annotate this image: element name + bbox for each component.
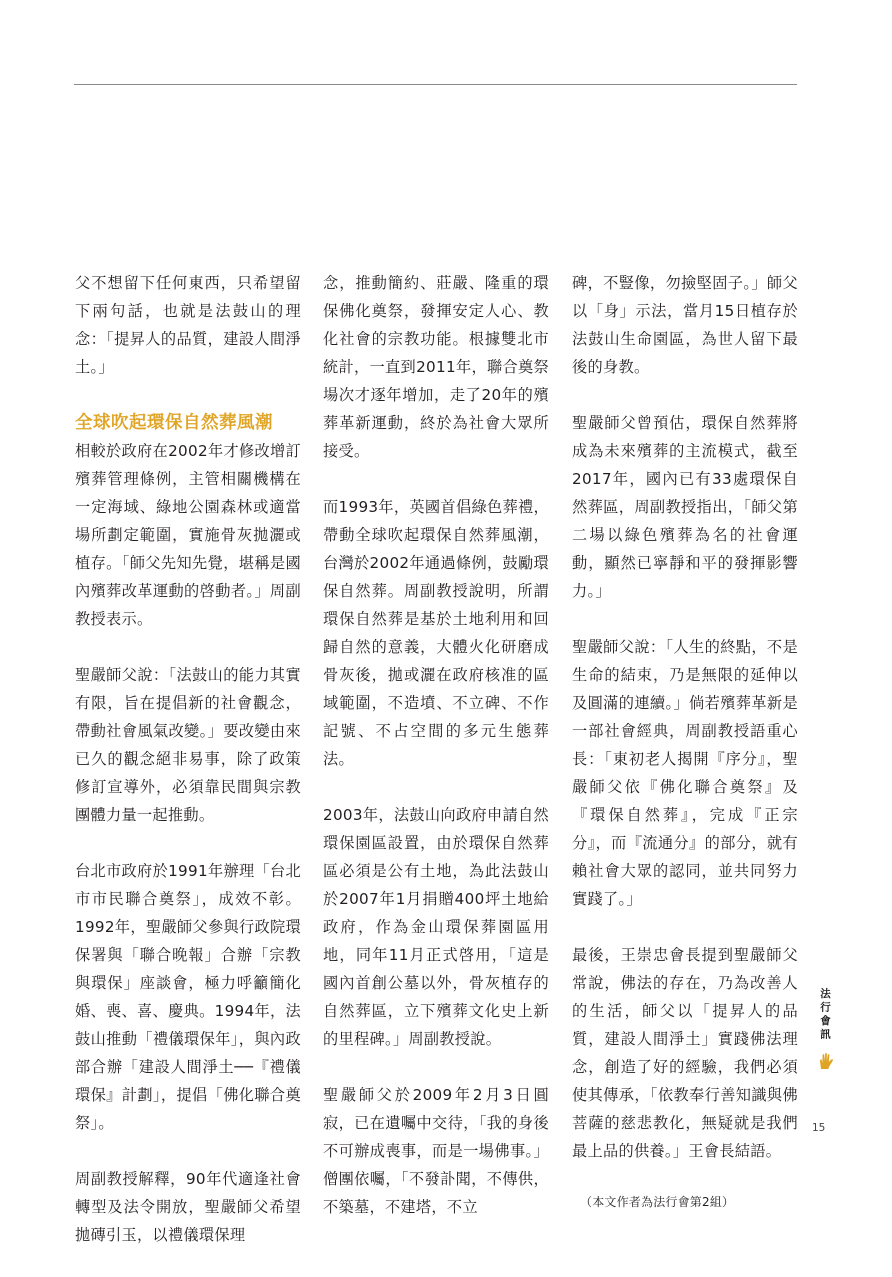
paragraph: 最後，王崇忠會長提到聖嚴師父常說，佛法的存在，乃為改善人的生活，師父以「提昇人的品質，建設人間淨土」實踐佛法理念，創造了好的經驗，我們必須使其傳承，「依教奉行善知識與佛菩薩的慈悲教化，無疑就是我們最上品的供養。」王會長結語。 xyxy=(572,946,798,1160)
paragraph: 聖嚴師父說：「法鼓山的能力其實有限，旨在提倡新的社會觀念，帶動社會風氣改變。」要改變由來已久的觀念絕非易事，除了政策修訂宣導外，必須靠民間與宗教團體力量一起推動。 xyxy=(75,666,301,824)
publication-masthead xyxy=(818,988,836,1070)
paragraph: 而1993年，英國首倡綠色葬禮，帶動全球吹起環保自然葬風潮，台灣於2002年通過條例，鼓勵環保自然葬。周副教授說明，所謂環保自然葬是基於土地利用和回歸自然的意義，大體火化研磨成骨灰後，拋或灑在政府核准的區域範圍，不造墳、不立碑、不作記號、不占空間的多元生態葬法。 xyxy=(323,498,549,768)
hands-icon xyxy=(819,1052,835,1070)
paragraph: 相較於政府在2002年才修改增訂殯葬管理條例，主管相關機構在一定海域、綠地公園森林或適當場所劃定範圍，實施骨灰拋灑或植存。「師父先知先覺，堪稱是國內殯葬改革運動的啓動者。」周副教授表示。 xyxy=(75,442,301,628)
paragraph: 碑，不豎像，勿撿堅固子。」師父以「身」示法，當月15日植存於法鼓山生命園區，為世人留下最後的身教。 xyxy=(572,274,798,376)
paragraph: 聖嚴師父於2009年2月3日圓寂，已在遺囑中交待，「我的身後不可辦成喪事，而是一場佛事。」僧團依囑，「不發訃聞，不傳供，不築墓，不建塔，不立 xyxy=(323,1086,549,1216)
paragraph: 念，推動簡約、莊嚴、隆重的環保佛化奠祭，發揮安定人心、教化社會的宗教功能。根據雙北市統計，一直到2011年，聯合奠祭場次才逐年增加，走了20年的殯葬革新運動，終於為社會大眾所接受。 xyxy=(323,274,549,460)
paragraph: 台北市政府於1991年辦理「台北市市民聯合奠祭」，成效不彰。1992年，聖嚴師父參與行政院環保署與「聯合晚報」合辦「宗教與環保」座談會，極力呼籲簡化婚、喪、喜、慶典。1994年，法鼓山推動「禮儀環保年」，與內政部合辦「建設人間淨土──『禮儀環保』計劃」，提倡「佛化聯合奠祭」。 xyxy=(75,862,301,1132)
article-column-2 xyxy=(323,269,549,1249)
top-rule xyxy=(74,84,797,85)
author-note: （本文作者為法行會第2組） xyxy=(580,1195,735,1209)
paragraph: 周副教授解釋，90年代適逢社會轉型及法令開放，聖嚴師父希望拋磚引玉，以禮儀環保理 xyxy=(75,1170,301,1244)
publication-title: 法行會訊 xyxy=(819,988,831,1042)
section-heading: 全球吹起環保自然葬風潮 xyxy=(75,413,273,433)
paragraph: 聖嚴師父說：「人生的終點，不是生命的結束，乃是無限的延伸以及圓滿的連續。」倘若殯葬革新是一部社會經典，周副教授語重心長：「東初老人揭開『序分』，聖嚴師父依『佛化聯合奠祭』及『環保自然葬』，完成『正宗分』，而『流通分』的部分，就有賴社會大眾的認同，並共同努力實踐了。」 xyxy=(572,638,798,908)
paragraph: 2003年，法鼓山向政府申請自然環保園區設置，由於環保自然葬區必須是公有土地，為此法鼓山於2007年1月捐贈400坪土地給政府，作為金山環保葬園區用地，同年11月正式啓用，「這是國內首創公墓以外，骨灰植存的自然葬區，立下殯葬文化史上新的里程碑。」周副教授說。 xyxy=(323,806,549,1048)
article-column-3 xyxy=(572,269,798,1211)
article-column-1 xyxy=(75,269,301,1277)
page-number: 15 xyxy=(812,1122,826,1134)
paragraph: 聖嚴師父曾預估，環保自然葬將成為未來殯葬的主流模式，截至2017年，國內已有33處環保自然葬區，周副教授指出，「師父第二場以綠色殯葬為名的社會運動，顯然已寧靜和平的發揮影響力。」 xyxy=(572,414,798,600)
paragraph: 父不想留下任何東西，只希望留下兩句話，也就是法鼓山的理念：「提昇人的品質，建設人間淨土。」 xyxy=(75,274,301,376)
